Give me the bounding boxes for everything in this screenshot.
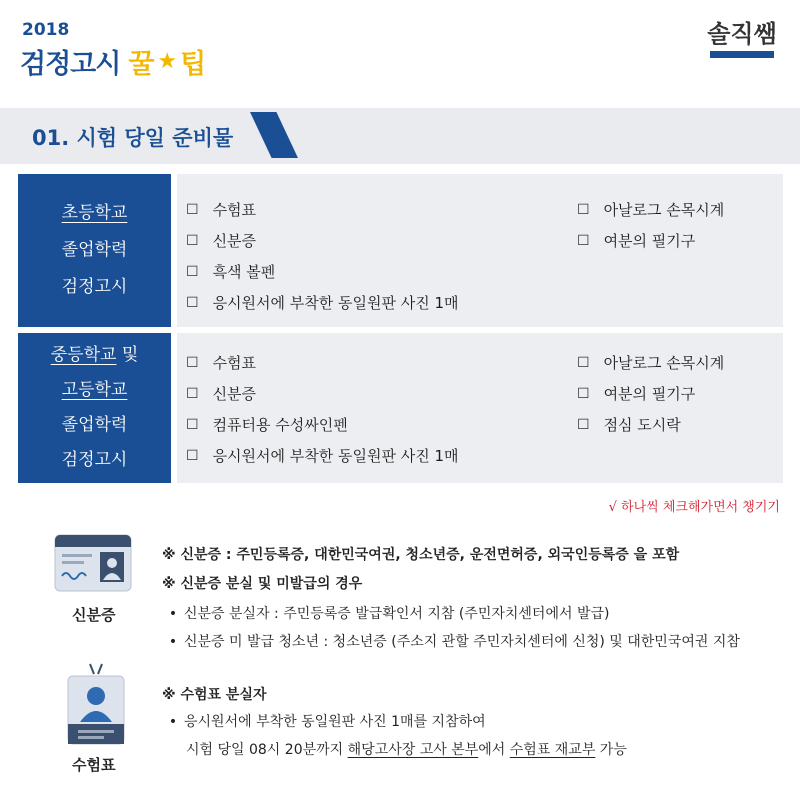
ticket-info-line: 시험 당일 08시 20분까지 해당고사장 고사 본부에서 수험표 재교부 가능 (186, 742, 627, 758)
logo-bar (710, 51, 774, 58)
item-label: 점심 도시락 (603, 416, 681, 434)
item-label: 아날로그 손목시계 (603, 201, 725, 219)
item-label: 수험표 (212, 354, 257, 372)
id-info-line: • 신분증 미 발급 청소년 : 청소년증 (주소지 관할 주민자치센터에 신청) 및 대한민국여권 지참 (162, 631, 740, 651)
category-line: 졸업학력 (61, 240, 128, 260)
items-column-left (186, 194, 459, 318)
checklist-item[interactable] (577, 409, 724, 440)
item-label: 신분증 (212, 385, 257, 403)
checkbox-icon: ☐ (186, 416, 199, 433)
item-label: 신분증 (212, 232, 257, 250)
checkbox-icon: ☐ (186, 201, 199, 218)
checkbox-icon: ☐ (186, 354, 199, 371)
brand-title-part2: 꿀 (128, 49, 154, 80)
checklist-item[interactable] (577, 347, 724, 378)
checkbox-icon: ☐ (186, 263, 199, 280)
exam-ticket-icon (66, 662, 126, 746)
checklist-item[interactable] (186, 287, 459, 318)
checklist-item[interactable] (186, 440, 459, 471)
brand-title (20, 42, 205, 81)
item-label: 컴퓨터용 수성싸인펜 (212, 416, 348, 434)
items-column-right (577, 194, 724, 256)
id-info-line: ※ 신분증 : 주민등록증, 대한민국여권, 청소년증, 운전면허증, 외국인등록증 을 포함 (162, 547, 680, 563)
category-cell (18, 174, 171, 327)
item-label: 여분의 필기구 (603, 232, 696, 250)
items-cell (177, 333, 783, 483)
section-title: 01. 시험 당일 준비물 (32, 126, 234, 150)
item-label: 응시원서에 부착한 동일원판 사진 1매 (212, 447, 459, 465)
checklist-item[interactable] (577, 225, 724, 256)
checkbox-icon: ☐ (186, 232, 199, 249)
checkbox-icon: ☐ (577, 232, 590, 249)
brand-title-part1: 검정고시 (20, 49, 121, 80)
id-info-line: ※ 신분증 분실 및 미발급의 경우 (162, 576, 363, 592)
category-cell (18, 333, 171, 483)
checklist-item[interactable] (577, 378, 724, 409)
items-cell (177, 174, 783, 327)
item-label: 응시원서에 부착한 동일원판 사진 1매 (212, 294, 459, 312)
bullet-icon: • (168, 714, 178, 730)
checklist-item[interactable] (186, 225, 459, 256)
year-label: 2018 (22, 20, 70, 40)
checkbox-icon: ☐ (577, 385, 590, 402)
category-line (51, 338, 139, 373)
brand-title-part3: 팁 (180, 49, 206, 80)
checkbox-icon: ☐ (577, 354, 590, 371)
category-line: 졸업학력 (61, 415, 128, 435)
id-info-line: • 신분증 분실자 : 주민등록증 발급확인서 지참 (주민자치센터에서 발급) (162, 603, 609, 623)
items-column-right (577, 347, 724, 440)
checklist-item[interactable] (186, 194, 459, 225)
checklist-item[interactable] (577, 194, 724, 225)
category-line-underlined: 중등학교 (50, 345, 117, 365)
category-line: 고등학교 (61, 380, 128, 400)
underlined-text: 해당고사장 고사 본부 (347, 742, 479, 758)
bullet-icon: • (168, 606, 178, 622)
table-row (18, 174, 783, 327)
checkbox-icon: ☐ (186, 294, 199, 311)
checkbox-icon: ☐ (577, 201, 590, 218)
category-line-suffix: 및 (116, 345, 139, 365)
ticket-info-line: ※ 수험표 분실자 (162, 687, 267, 703)
checklist-table (18, 174, 783, 483)
item-label: 여분의 필기구 (603, 385, 696, 403)
checklist-item[interactable] (186, 378, 459, 409)
item-label: 흑색 볼펜 (212, 263, 276, 281)
table-row (18, 333, 783, 483)
star-icon: ★ (157, 49, 177, 74)
checklist-item[interactable] (186, 409, 459, 440)
checkbox-icon: ☐ (186, 447, 199, 464)
underlined-text: 수험표 재교부 (509, 742, 596, 758)
checkbox-icon: ☐ (577, 416, 590, 433)
bullet-icon: • (168, 634, 178, 650)
checklist-item[interactable] (186, 347, 459, 378)
checklist-item[interactable] (186, 256, 459, 287)
id-card-icon (54, 534, 132, 594)
check-note: √ 하나씩 체크해가면서 챙기기 (608, 500, 780, 515)
items-column-left (186, 347, 459, 471)
logo (702, 14, 782, 72)
item-label: 아날로그 손목시계 (603, 354, 725, 372)
id-card-label: 신분증 (72, 606, 116, 624)
item-label: 수험표 (212, 201, 257, 219)
logo-text: 솔직쌤 (707, 19, 777, 48)
checkbox-icon: ☐ (186, 385, 199, 402)
exam-ticket-label: 수험표 (72, 756, 116, 774)
category-line: 검정고시 (61, 450, 128, 470)
ticket-info-line: • 응시원서에 부착한 동일원판 사진 1매를 지참하여 (162, 711, 486, 731)
category-line: 초등학교 (61, 203, 128, 223)
category-line: 검정고시 (61, 277, 128, 297)
